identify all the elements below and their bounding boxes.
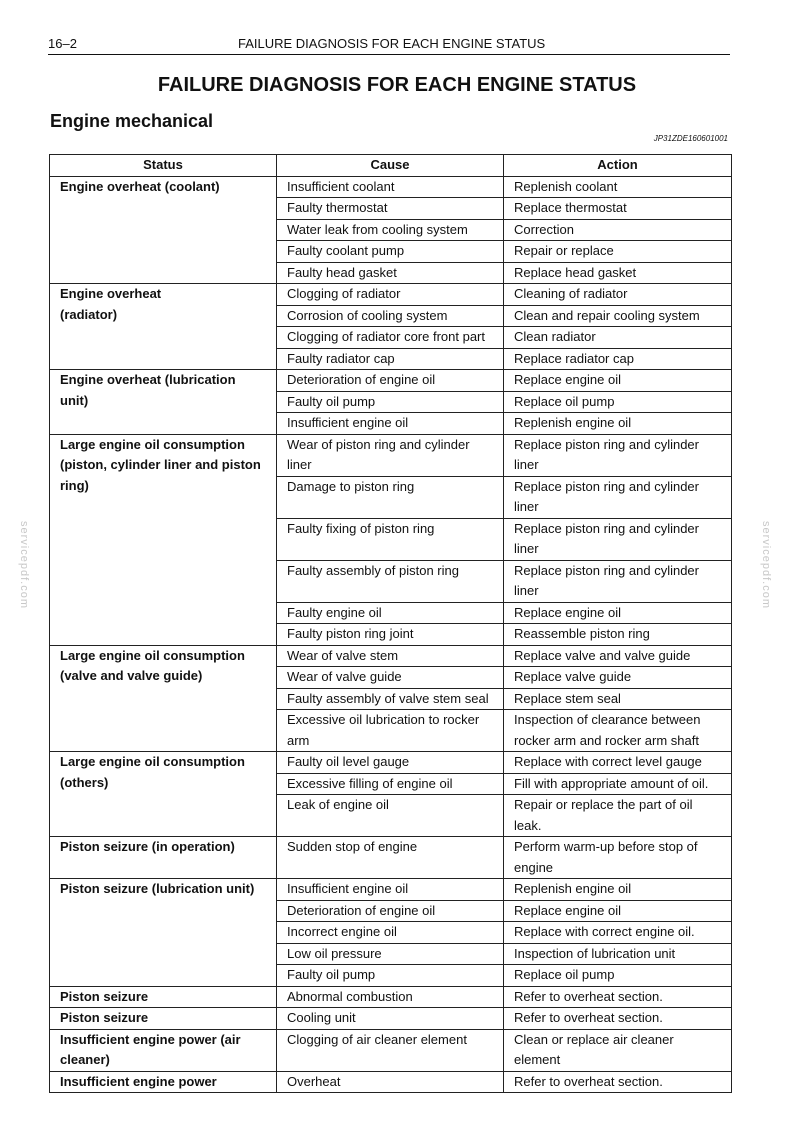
table-row (50, 434, 732, 476)
status-cell: Piston seizure (50, 1008, 277, 1030)
action-cell: Replenish coolant (504, 176, 732, 198)
cause-cell: Deterioration of engine oil (277, 370, 504, 392)
action-cell: Replace stem seal (504, 688, 732, 710)
table-row (50, 1029, 732, 1071)
cause-cell: Water leak from cooling system (277, 219, 504, 241)
action-cell: Replace engine oil (504, 900, 732, 922)
cause-cell: Faulty piston ring joint (277, 624, 504, 646)
action-cell: Refer to overheat section. (504, 986, 732, 1008)
cause-cell: Excessive oil lubrication to rocker arm (277, 710, 504, 752)
column-header-action: Action (504, 155, 732, 177)
status-cell: Piston seizure (in operation) (50, 837, 277, 879)
cause-cell: Wear of piston ring and cylinder liner (277, 434, 504, 476)
action-cell: Replace with correct level gauge (504, 752, 732, 774)
cause-cell: Faulty head gasket (277, 262, 504, 284)
status-cell: Engine overheat (radiator) (50, 284, 277, 370)
table-row (50, 879, 732, 901)
action-cell: Replace valve and valve guide (504, 645, 732, 667)
action-cell: Correction (504, 219, 732, 241)
cause-cell: Clogging of air cleaner element (277, 1029, 504, 1071)
action-cell: Inspection of clearance between rocker arm and rocker arm shaft (504, 710, 732, 752)
cause-cell: Faulty assembly of piston ring (277, 560, 504, 602)
cause-cell: Incorrect engine oil (277, 922, 504, 944)
action-cell: Replace thermostat (504, 198, 732, 220)
action-cell: Replace piston ring and cylinder liner (504, 518, 732, 560)
cause-cell: Wear of valve stem (277, 645, 504, 667)
cause-cell: Overheat (277, 1071, 504, 1093)
status-cell: Large engine oil consumption (others) (50, 752, 277, 837)
cause-cell: Faulty radiator cap (277, 348, 504, 370)
table-row (50, 1071, 732, 1093)
column-header-cause: Cause (277, 155, 504, 177)
cause-cell: Clogging of radiator (277, 284, 504, 306)
cause-cell: Faulty oil pump (277, 965, 504, 987)
cause-cell: Low oil pressure (277, 943, 504, 965)
action-cell: Repair or replace (504, 241, 732, 263)
cause-cell: Faulty assembly of valve stem seal (277, 688, 504, 710)
cause-cell: Faulty oil level gauge (277, 752, 504, 774)
action-cell: Clean and repair cooling system (504, 305, 732, 327)
column-header-status: Status (50, 155, 277, 177)
table-row (50, 370, 732, 392)
running-title: FAILURE DIAGNOSIS FOR EACH ENGINE STATUS (238, 36, 546, 51)
status-cell: Engine overheat (coolant) (50, 176, 277, 284)
action-cell: Replace head gasket (504, 262, 732, 284)
status-cell: Insufficient engine power (50, 1071, 277, 1093)
section-title: Engine mechanical (50, 111, 214, 131)
document-code: JP31ZDE160601001 (653, 134, 728, 143)
table-row (50, 284, 732, 306)
action-cell: Replenish engine oil (504, 413, 732, 435)
table-row (50, 176, 732, 198)
action-cell: Replace engine oil (504, 370, 732, 392)
cause-cell: Abnormal combustion (277, 986, 504, 1008)
cause-cell: Faulty engine oil (277, 602, 504, 624)
action-cell: Replace valve guide (504, 667, 732, 689)
status-cell: Large engine oil consumption (piston, cylinder liner and piston ring) (50, 434, 277, 645)
page-title: FAILURE DIAGNOSIS FOR EACH ENGINE STATUS (157, 74, 637, 96)
action-cell: Refer to overheat section. (504, 1071, 732, 1093)
table-row (50, 752, 732, 774)
action-cell: Replace oil pump (504, 965, 732, 987)
cause-cell: Insufficient coolant (277, 176, 504, 198)
cause-cell: Faulty oil pump (277, 391, 504, 413)
action-cell: Replace radiator cap (504, 348, 732, 370)
action-cell: Replace engine oil (504, 602, 732, 624)
cause-cell: Excessive filling of engine oil (277, 773, 504, 795)
cause-cell: Clogging of radiator core front part (277, 327, 504, 349)
table-row (50, 645, 732, 667)
action-cell: Clean radiator (504, 327, 732, 349)
status-cell: Piston seizure (50, 986, 277, 1008)
action-cell: Inspection of lubrication unit (504, 943, 732, 965)
action-cell: Refer to overheat section. (504, 1008, 732, 1030)
status-cell: Engine overheat (lubrication unit) (50, 370, 277, 435)
action-cell: Reassemble piston ring (504, 624, 732, 646)
action-cell: Cleaning of radiator (504, 284, 732, 306)
status-cell: Piston seizure (lubrication unit) (50, 879, 277, 987)
cause-cell: Faulty coolant pump (277, 241, 504, 263)
action-cell: Repair or replace the part of oil leak. (504, 795, 732, 837)
cause-cell: Deterioration of engine oil (277, 900, 504, 922)
action-cell: Replenish engine oil (504, 879, 732, 901)
cause-cell: Corrosion of cooling system (277, 305, 504, 327)
action-cell: Clean or replace air cleaner element (504, 1029, 732, 1071)
watermark-left: servicepdf.com (18, 521, 30, 609)
cause-cell: Damage to piston ring (277, 476, 504, 518)
cause-cell: Leak of engine oil (277, 795, 504, 837)
action-cell: Replace piston ring and cylinder liner (504, 476, 732, 518)
watermark-right: servicepdf.com (760, 521, 772, 609)
table-header-row (50, 155, 732, 177)
diagnosis-table (49, 154, 732, 1093)
cause-cell: Insufficient engine oil (277, 879, 504, 901)
page-number: 16–2 (48, 36, 77, 51)
table-row (50, 986, 732, 1008)
table-body (50, 176, 732, 1093)
cause-cell: Cooling unit (277, 1008, 504, 1030)
cause-cell: Faulty fixing of piston ring (277, 518, 504, 560)
action-cell: Fill with appropriate amount of oil. (504, 773, 732, 795)
cause-cell: Sudden stop of engine (277, 837, 504, 879)
cause-cell: Faulty thermostat (277, 198, 504, 220)
table-row (50, 837, 732, 879)
action-cell: Replace piston ring and cylinder liner (504, 434, 732, 476)
cause-cell: Wear of valve guide (277, 667, 504, 689)
table-row (50, 1008, 732, 1030)
cause-cell: Insufficient engine oil (277, 413, 504, 435)
action-cell: Replace piston ring and cylinder liner (504, 560, 732, 602)
status-cell: Insufficient engine power (air cleaner) (50, 1029, 277, 1071)
status-cell: Large engine oil consumption (valve and valve guide) (50, 645, 277, 752)
action-cell: Replace oil pump (504, 391, 732, 413)
running-header (48, 36, 730, 55)
action-cell: Perform warm-up before stop of engine (504, 837, 732, 879)
action-cell: Replace with correct engine oil. (504, 922, 732, 944)
